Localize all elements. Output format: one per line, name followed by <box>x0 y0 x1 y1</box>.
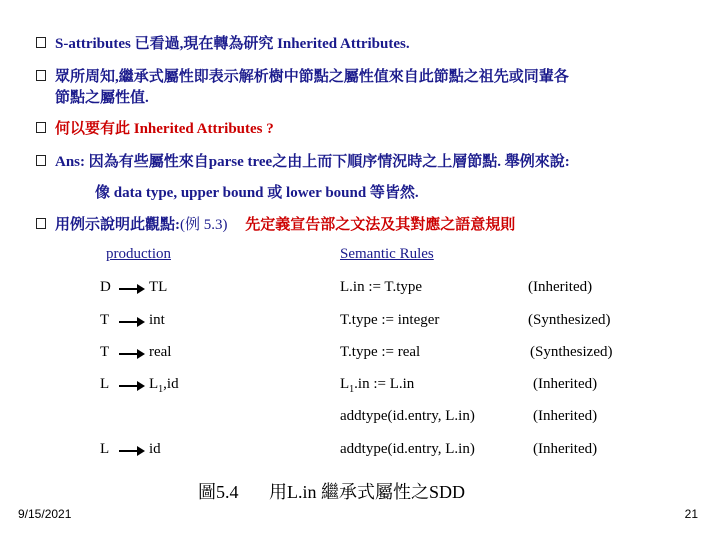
derives-arrow-icon <box>119 349 145 359</box>
para1-line2: 節點之屬性值. <box>55 90 149 106</box>
row1-kind: (Inherited) <box>528 279 593 295</box>
derives-arrow-icon <box>119 446 145 456</box>
row6-rule: addtype(id.entry, L.in) <box>340 441 475 457</box>
footer-date: 9/15/2021 <box>18 507 72 521</box>
row1-lhs: D <box>100 279 111 295</box>
row4-rhs-tail: ,id <box>163 376 179 392</box>
row3-lhs: T <box>100 344 110 360</box>
bullet-icon <box>36 218 46 229</box>
row6-rhs: id <box>149 441 161 457</box>
example-line <box>55 213 515 234</box>
caption-figure-number: 圖5.4 <box>198 482 239 502</box>
header-semantic-rules: Semantic Rules <box>340 246 434 262</box>
derives-arrow-icon <box>119 284 145 294</box>
row5-rule: addtype(id.entry, L.in) <box>340 408 475 424</box>
derives-arrow-icon <box>119 317 145 327</box>
bullet-icon <box>36 122 46 133</box>
row4-rhs-sub: 1 <box>158 384 164 395</box>
row6-lhs: L <box>100 441 110 457</box>
example-desc: 先定義宣告部之文法及其對應之語意規則 <box>245 217 516 233</box>
derives-arrow-icon <box>119 381 145 391</box>
row3-kind: (Synthesized) <box>530 344 613 360</box>
row2-rule: T.type := integer <box>340 312 440 328</box>
row1-rule: L.in := T.type <box>340 279 423 295</box>
row2-lhs: T <box>100 312 110 328</box>
row4-kind: (Inherited) <box>533 376 598 392</box>
row4-rule-main: L <box>340 376 350 392</box>
row4-lhs: L <box>100 376 110 392</box>
row4-rhs <box>149 376 179 395</box>
bullet-icon <box>36 37 46 48</box>
row2-rhs: int <box>149 312 165 328</box>
row1-rhs: TL <box>149 279 168 295</box>
row4-rhs-main: L <box>149 376 159 392</box>
footer-page-number: 21 <box>684 507 698 521</box>
row2-kind: (Synthesized) <box>528 312 611 328</box>
row3-rule: T.type := real <box>340 344 421 360</box>
header-production: production <box>106 246 171 262</box>
row4-rule <box>340 376 414 395</box>
figure-caption <box>198 478 465 504</box>
answer-line2: 像 data type, upper bound 或 lower bound 等皆然. <box>95 185 419 201</box>
para1-line1: 眾所周知,繼承式屬性即表示解析樹中節點之屬性值來自此節點之祖先或同輩各 <box>55 69 569 85</box>
row4-rule-sub: 1 <box>349 384 355 395</box>
example-prefix: 用例示說明此觀點: <box>55 217 180 233</box>
bullet-icon <box>36 70 46 81</box>
row4-rule-tail: .in := L.in <box>354 376 415 392</box>
row3-rhs: real <box>149 344 172 360</box>
row5-kind: (Inherited) <box>533 408 598 424</box>
intro-line: S-attributes 已看過,現在轉為研究 Inherited Attributes. <box>55 36 410 52</box>
bullet-icon <box>36 155 46 166</box>
answer-line1: Ans: 因為有些屬性來自parse tree之由上而下順序情況時之上層節點. 舉例來說: <box>55 154 570 170</box>
row6-kind: (Inherited) <box>533 441 598 457</box>
caption-text: 用L.in 繼承式屬性之SDD <box>269 482 466 502</box>
example-ref: (例 5.3) <box>180 217 228 233</box>
question-line: 何以要有此 Inherited Attributes ? <box>55 121 274 137</box>
